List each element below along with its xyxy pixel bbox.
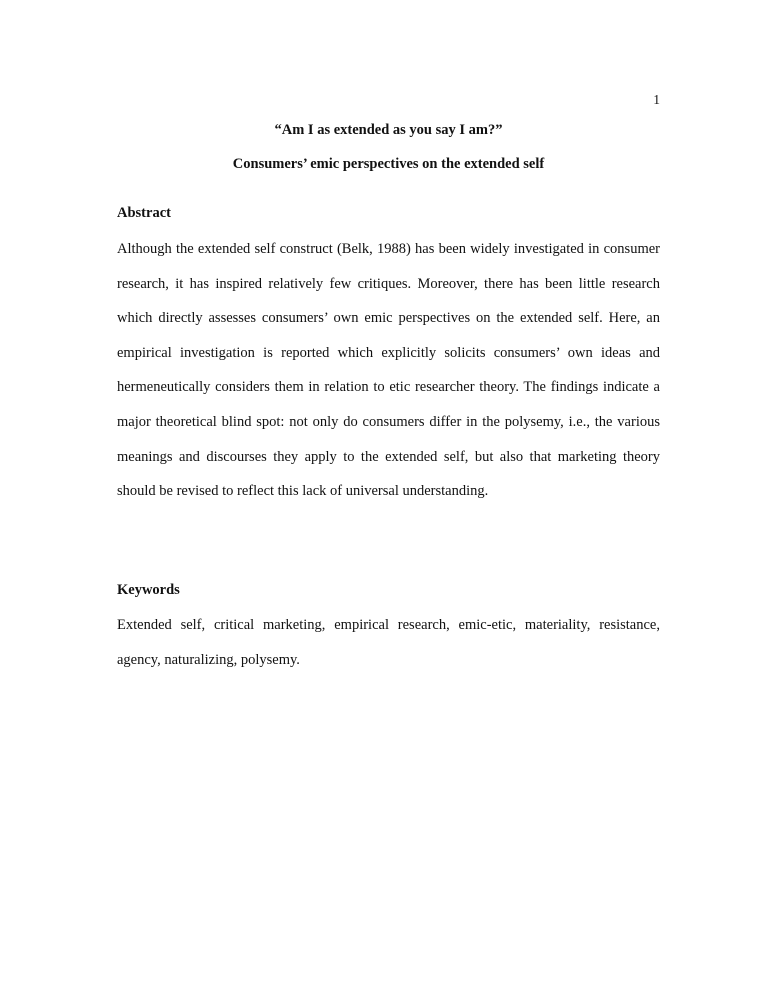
page-number: 1 <box>653 92 660 107</box>
paper-subtitle: Consumers’ emic perspectives on the extended self <box>232 156 545 172</box>
keywords-text: Extended self, critical marketing, empirical research, emic-etic, materiality, resistance, agency, naturalizing, polysemy. <box>117 617 660 668</box>
keywords-heading: Keywords <box>117 582 180 598</box>
paper-title: “Am I as extended as you say I am?” <box>274 122 503 138</box>
abstract-heading: Abstract <box>117 205 171 221</box>
abstract-text: Although the extended self construct (Belk, 1988) has been widely investigated in consumer research, it has inspired relatively few critiques. Moreover, there has been little research which directly assesses consumers’ own emic perspectives on the extended self. Here, an empirical investigation is reported which explicitly solicits consumers’ own ideas and hermeneutically considers them in relation to etic researcher theory. The findings indicate a major theoretical blind spot: not only do consumers differ in the polysemy, i.e., the various meanings and discourses they apply to the extended self, but also that marketing theory should be revised to reflect this lack of universal understanding. <box>117 241 660 500</box>
